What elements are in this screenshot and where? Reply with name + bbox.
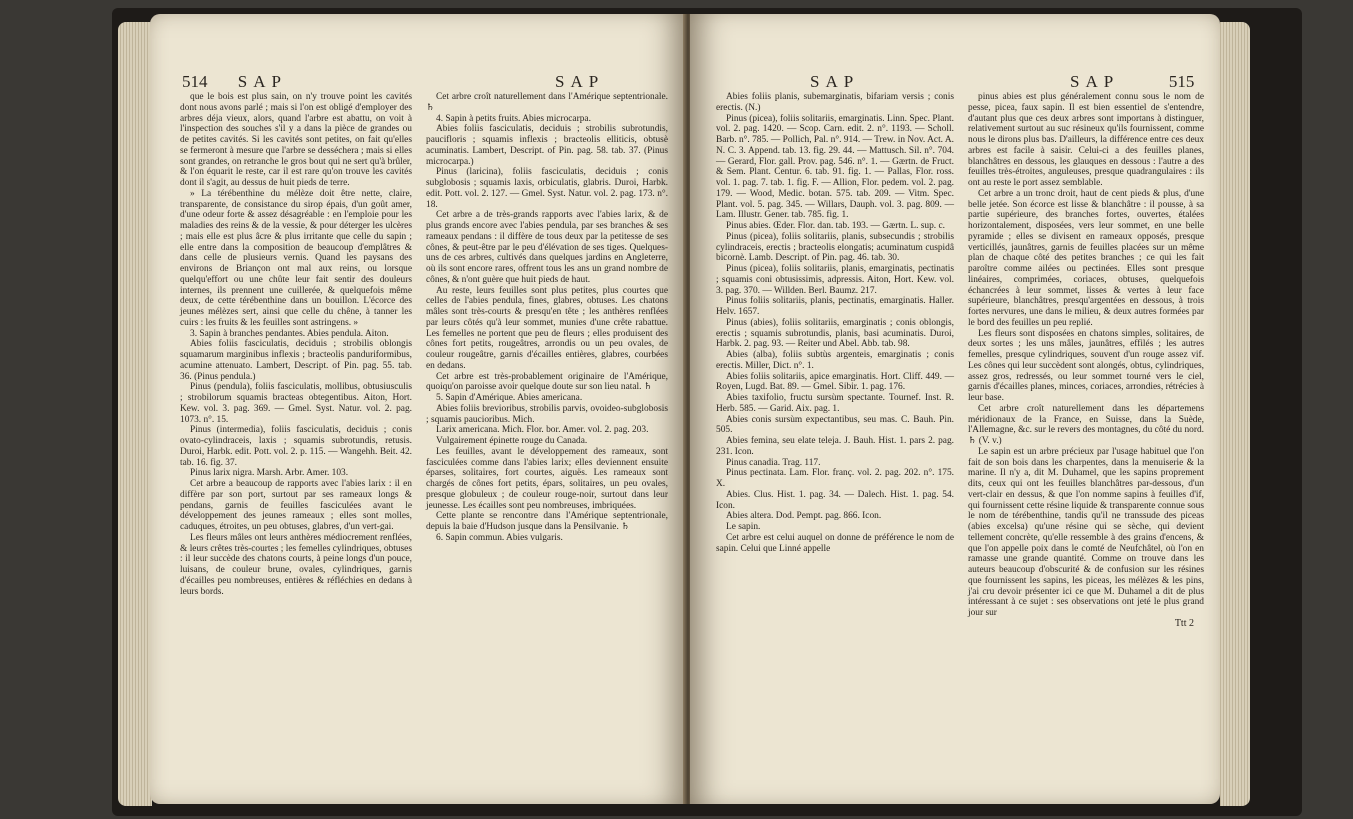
paragraph: Cet arbre est très-probablement originaire de l'Amérique, quoiqu'on paroisse avoir quelque doute sur son lieu natal. ♄ bbox=[426, 371, 668, 393]
paragraph: Vulgairement épinette rouge du Canada. bbox=[436, 436, 588, 446]
paragraph: Pinus (laricina), foliis fasciculatis, deciduis ; conis subglobosis ; squamis laxis, orbiculatis, glabris. Duroi, Harbk. edit. Pott. vol. 2. 127. — Gmel. Syst. Natur. vol. 2. pag. 173. n°. 18. bbox=[426, 167, 668, 210]
paragraph: Pinus (intermedia), foliis fasciculatis, deciduis ; conis ovato-cylindraceis, laxis ; squamis subrotundis, retusis. Duroi, Harbk. edit. Pott. vol. 2. p. 115. — Wangehh. Beit. 42. tab. 16. fig. 37. bbox=[180, 425, 412, 468]
paragraph: Abies foliis brevioribus, strobilis parvis, ovoideo-subglobosis ; squamis paucioribus. Mich. bbox=[426, 403, 668, 425]
paragraph: Abies altera. Dod. Pempt. pag. 866. Icon. bbox=[726, 511, 882, 522]
paragraph: Pinus canadia. Trag. 117. bbox=[726, 457, 821, 468]
left-head-title: SAP bbox=[237, 72, 287, 91]
left-column-1 bbox=[180, 92, 412, 597]
paragraph: Pinus foliis solitariis, planis, pectinatis, emarginatis. Haller. Helv. 1657. bbox=[716, 296, 954, 317]
paragraph: Larix americana. Mich. Flor. bor. Amer. vol. 2. pag. 203. bbox=[436, 425, 649, 436]
signature-mark: Ttt 2 bbox=[1174, 617, 1194, 629]
paragraph: Abies foliis fasciculatis, deciduis ; strobilis subrotundis, paucifloris ; squamis inflexis ; bracteolis elliticis, obtusè acuminatis. Lambert, Descript. of Pin. pag. 58. tab. 37. (Pinus microcarpa.) bbox=[426, 124, 668, 167]
paragraph: Pinus (pendula), foliis fasciculatis, mollibus, obtusiusculis ; strobilorum squamis bracteas obtegentibus. Aiton, Hort. Kew. vol. 3. pag. 369. — Gmel. Syst. Natur. vol. 2. pag. 1073. n°. 15. bbox=[180, 382, 412, 425]
right-page-number: 515 bbox=[1168, 72, 1195, 91]
paragraph: Les fleurs mâles ont leurs anthères médiocrement renflées, & leurs crêtes très-courtes ; les femelles cylindriques, obtuses : il leur succède des chatons courts, à peine longs d'un pouce, luisans, de couleur brune, ovales, cylindriques, garnis d'écailles peu nombreuses, entières & réfléchies en dedans à leurs bords. bbox=[180, 532, 412, 597]
paragraph: Abies conis sursùm expectantibus, seu mas. C. Bauh. Pin. 505. bbox=[716, 414, 954, 436]
right-column-1 bbox=[716, 92, 954, 554]
paragraph: que le bois est plus sain, on n'y trouve point les cavités dont nous avons parlé ; mais si l'on est obligé d'employer des arbres déja vieux, alors, quand l'arbre est abattu, on voit à l'inspection des souches s'il y a dans la pièce de grandes ou de petites cavités. Si les cavités sont petites, on fait qu'elles se fermeront à mesure que l'arbre se desséchera ; mais si elles sont grandes, on retranche le gros bout qui ne sert qu'à brûler, & l'on équarit le reste, car il est rare qu'on trouve les cavités dont il s'agit, au dessus de huit pieds de terre. bbox=[180, 92, 412, 188]
paragraph: 6. Sapin commun. Abies vulgaris. bbox=[436, 532, 563, 543]
paragraph: 3. Sapin à branches pendantes. Abies pendula. Aiton. bbox=[190, 328, 389, 339]
paragraph: » La térébenthine du mélèze doit être nette, claire, transparente, de consistance du sirop épais, d'un goût amer, d'une odeur forte & assez désagréable : en l'emploie pour les maladies des reins & de la vessie, & pour déterger les ulcères ; mais elle est plus âcre & plus irritante que celle du sapin ; elle entre dans la composition de beaucoup d'emplâtres & dans celle de plusieurs vernis. Quand les paysans des environs de Briançon ont mal aux reins, ou lorsque quelqu'effort ou une chûte leur fait sentir des douleurs internes, ils prennent une cuillerée, & quelquefois même deux, de cette térébenthine dans un bouillon. L'écorce des jeunes mélèzes sert, ainsi que celle du chêne, à tanner les cuirs : les fruits & les feuilles sont astringens. » bbox=[180, 188, 412, 328]
paragraph: 4. Sapin à petits fruits. Abies microcarpa. bbox=[436, 113, 591, 124]
paragraph: Le sapin. bbox=[726, 522, 761, 532]
left-column-2 bbox=[426, 92, 668, 544]
paragraph: Abies foliis fasciculatis, deciduis ; strobilis oblongis squamarum marginibus inflexis ; bracteolis panduriformibus, acumine attenuato. Lambert, Descript. of Pin. pag. 55. tab. 36. (Pinus pendula.) bbox=[180, 339, 412, 382]
paragraph: Cet arbre a de très-grands rapports avec l'abies larix, & de plus grands encore avec l'abies pendula, par ses branches & ses rameaux pendans : il diffère de tous deux par la petitesse de ses cônes, & peut-être par le peu d'élévation de ses tiges. Quelques-uns de ces arbres, cultivés dans quelques jardins en Angleterre, où ils sont encore rares, offrent tous les ans un grand nombre de cônes, & n'ont guère que huit pieds de haut. bbox=[426, 210, 668, 285]
paragraph: Au reste, leurs feuilles sont plus petites, plus courtes que celles de l'abies pendula, fines, glabres, obtuses. Les chatons mâles sont très-courts & presqu'en tête ; les anthères renflées par leurs côtés qu'à leur sommet, munies d'une crête rabattue. Les femelles ne portent que peu de fleurs ; elles produisent des cônes fort petits, rougeâtres, arrondis ou un peu ovales, de couleur rougeâtre, garnis d'écailles entières, glabres, courbées en dedans. bbox=[426, 285, 668, 371]
right-head-title: SAP bbox=[810, 72, 860, 91]
paragraph: pinus abies est plus généralement connu sous le nom de pesse, picea, faux sapin. Il est bien essentiel de s'entendre, d'autant plus que ces deux arbres sont importans à distinguer, relativement surtout au suc résineux qu'ils fournissent, comme nous le dirons plus bas. D'ailleurs, la différence entre ces deux arbres est facile à saisir. Celui-ci a des feuilles planes, blanchâtres en dessous, les glauques en dessous : l'autre a des feuilles très-étroites, anguleuses, presque quadrangulaires : ils ont au reste le port assez semblable. bbox=[968, 92, 1204, 188]
left-center-head: SAP bbox=[555, 72, 605, 91]
paragraph: 5. Sapin d'Amérique. Abies americana. bbox=[436, 393, 583, 403]
paragraph: Cet arbre a un tronc droit, haut de cent pieds & plus, d'une belle jetée. Son écorce est lisse & blanchâtre : il pousse, à sa partie supérieure, des branches fortes, ouvertes, étalées horizontalement, disposées, vers leur sommet, en une belle pyramide ; elles se divisent en rameaux opposés, presque verticillés, jaunâtres, garnis de feuilles placées sur un même plan de chaque côté des petites branches ; ce qui les fait paroître comme ailées ou pectinées. Elles sont presque linéaires, comprimées, coriaces, obtuses, quelquefois échancrées à leur sommet, lisses & vertes à leur face supérieure, blanchâtres, presqu'argentées en dessous, à trois fortes nervures, une dans le milieu, & deux autres formées par le bord des feuilles un peu replié. bbox=[968, 188, 1204, 328]
right-page-edges bbox=[1220, 22, 1250, 806]
left-page bbox=[150, 14, 685, 804]
paragraph: Pinus abies. Œder. Flor. dan. tab. 193. — Gærtn. L. sup. c. bbox=[726, 221, 945, 231]
paragraph: Pinus larix nigra. Marsh. Arbr. Amer. 103. bbox=[190, 468, 349, 479]
left-running-head bbox=[182, 72, 287, 92]
left-page-number: 514 bbox=[182, 72, 208, 91]
paragraph: Pinus (picea), foliis solitariis, emarginatis. Linn. Spec. Plant. vol. 2. pag. 1420. — Scop. Carn. edit. 2. n°. 1193. — Scholl. Barb. n°. 785. — Pollich, Pal. n°. 914. — Trew. in Nov. Act. A. N. C. 3. Append. tab. 13. fig. 29. 44. — Mattusch. Sil. n°. 704. — Gerard, Flor. gall. Prov. pag. 546. n°. 1. — Gærtn. de Fruct. & Sem. Plant. Centur. 6. tab. 91. fig. 1. — Pallas, Flor. ross. vol. 1. pag. 7. tab. 1. fig. F. — Allion, Flor. pedem. vol. 2. pag. 179. — Wood, Medic. botan. 575. tab. 209. — Vitm. Spec. Plant. vol. 5. pag. 345. — Willars, Dauph. vol. 3. pag. 809. — Lam. Illustr. Gener. tab. 785. fig. 1. bbox=[716, 113, 954, 221]
paragraph: Abies foliis solitariis, apice emarginatis. Hort. Cliff. 449. — Royen, Lugd. Bat. 89. — Gmel. Sibir. 1. pag. 176. bbox=[716, 371, 954, 393]
paragraph: Abies (alba), foliis subtùs argenteis, emarginatis ; conis erectis. Miller, Dict. n°. 1. bbox=[716, 350, 954, 371]
paragraph: Les feuilles, avant le développement des rameaux, sont fasciculées comme dans l'abies larix; elles deviennent ensuite éparses, solitaires, fort courtes, aiguës. Les rameaux sont chargés de cônes fort petits, épars, solitaires, un peu ovales, presque globuleux ; de couleur rouge-noir, surtout dans leur jeunesse. Les écailles sont peu nombreuses, imbriquées. bbox=[426, 446, 668, 511]
paragraph: Le sapin est un arbre précieux par l'usage habituel que l'on fait de son bois dans les charpentes, dans la menuiserie & la marine. Il n'y a, dit M. Duhamel, que les sapins proprement dits, ceux qui ont les feuilles blanchâtres par-dessous, d'un vert-clair en dessus, & que l'on nomme sapins à feuilles d'if, qui fournissent cette résine liquide & transparente connue sous le nom de térébenthine, tandis qu'il ne transsude des piceas (abies excelsa) qu'une résine qui se sèche, qui devient tellement concrète, qu'elle ressemble à des grains d'encens, & que l'on appelle poix dans le comté de Neufchâtel, où l'on en ramasse une grande quantité. Comme on trouve dans les auteurs beaucoup d'obscurité & de confusion sur les résines que fournissent les sapins, les piceas, les mélèzes & les pins, j'ai cru devoir présenter ici ce que M. Duhamel a dit de plus intéressant à ce sujet : ses observations ont jeté le plus grand jour sur bbox=[968, 446, 1204, 618]
right-column-2 bbox=[968, 92, 1204, 630]
paragraph: Abies femina, seu elate teleja. J. Bauh. Hist. 1. pars 2. pag. 231. Icon. bbox=[716, 436, 954, 457]
paragraph: Pinus (abies), foliis solitariis, emarginatis ; conis oblongis, erectis ; squamis subrotundis, planis, basi acuminatis. Duroi, Harbk. 2. pag. 93. — Reiter und Abel. Abb. tab. 98. bbox=[716, 317, 954, 350]
paragraph: Abies taxifolio, fructu sursùm spectante. Tournef. Inst. R. Herb. 585. — Garid. Aix. pag. 1. bbox=[716, 393, 954, 414]
paragraph: Pinus pectinata. Lam. Flor. franç. vol. 2. pag. 202. n°. 175. X. bbox=[716, 468, 954, 489]
paragraph: Les fleurs sont disposées en chatons simples, solitaires, de deux sortes ; les uns mâles, jaunâtres, effilés ; les autres femelles, presque cylindriques, souvent d'un rouge assez vif. Les cônes qui leur succèdent sont alongés, obtus, cylindriques, assez gros, redressés, ou leur sommet tourné vers le ciel, garnis d'écailles planes, minces, coriaces, arrondies, rétrécies à leur base. bbox=[968, 328, 1204, 403]
right-center-head: SAP bbox=[1070, 72, 1119, 91]
right-page bbox=[690, 14, 1220, 804]
paragraph: Pinus (picea), foliis solitariis, planis, subsecundis ; strobilis cylindraceis, erectis ; bracteolis elongatis; acuminatum cuspidâ bicornè. Lamb. Descript. of Pin. pag. 46. tab. 30. bbox=[716, 231, 954, 264]
paragraph: Cet arbre a beaucoup de rapports avec l'abies larix : il en diffère par son port, surtout par ses rameaux longs & pendans, garnis de feuilles fasciculées avant le développement des jeunes rameaux ; elles sont molles, caduques, étroites, un peu obtuses, glabres, d'un vert-gai. bbox=[180, 479, 412, 532]
paragraph: Cette plante se rencontre dans l'Amérique septentrionale, depuis la baie d'Hudson jusque dans la Pensilvanie. ♄ bbox=[426, 511, 668, 532]
paragraph: Abies. Clus. Hist. 1. pag. 34. — Dalech. Hist. 1. pag. 54. Icon. bbox=[716, 489, 954, 511]
paragraph: Cet arbre est celui auquel on donne de préférence le nom de sapin. Celui que Linné appelle bbox=[716, 532, 954, 554]
paragraph: Abies foliis planis, subemarginatis, bifariam versis ; conis erectis. (N.) bbox=[716, 92, 954, 113]
right-running-head bbox=[1070, 72, 1194, 92]
paragraph: Cet arbre croît naturellement dans les départemens méridionaux de la France, en Suisse, dans la Suède, l'Allemagne, &c. sur le revers des montagnes, du côté du nord. ♄ (V. v.) bbox=[968, 403, 1204, 446]
paragraph: Cet arbre croît naturellement dans l'Amérique septentrionale. ♄ bbox=[426, 92, 668, 113]
left-page-edges bbox=[118, 22, 152, 806]
paragraph: Pinus (picea), foliis solitariis, planis, emarginatis, pectinatis ; squamis coni obtusissimis, adpressis. Aiton, Hort. Kew. vol. 3. pag. 370. — Willden. Berl. Baumz. 217. bbox=[716, 264, 954, 296]
